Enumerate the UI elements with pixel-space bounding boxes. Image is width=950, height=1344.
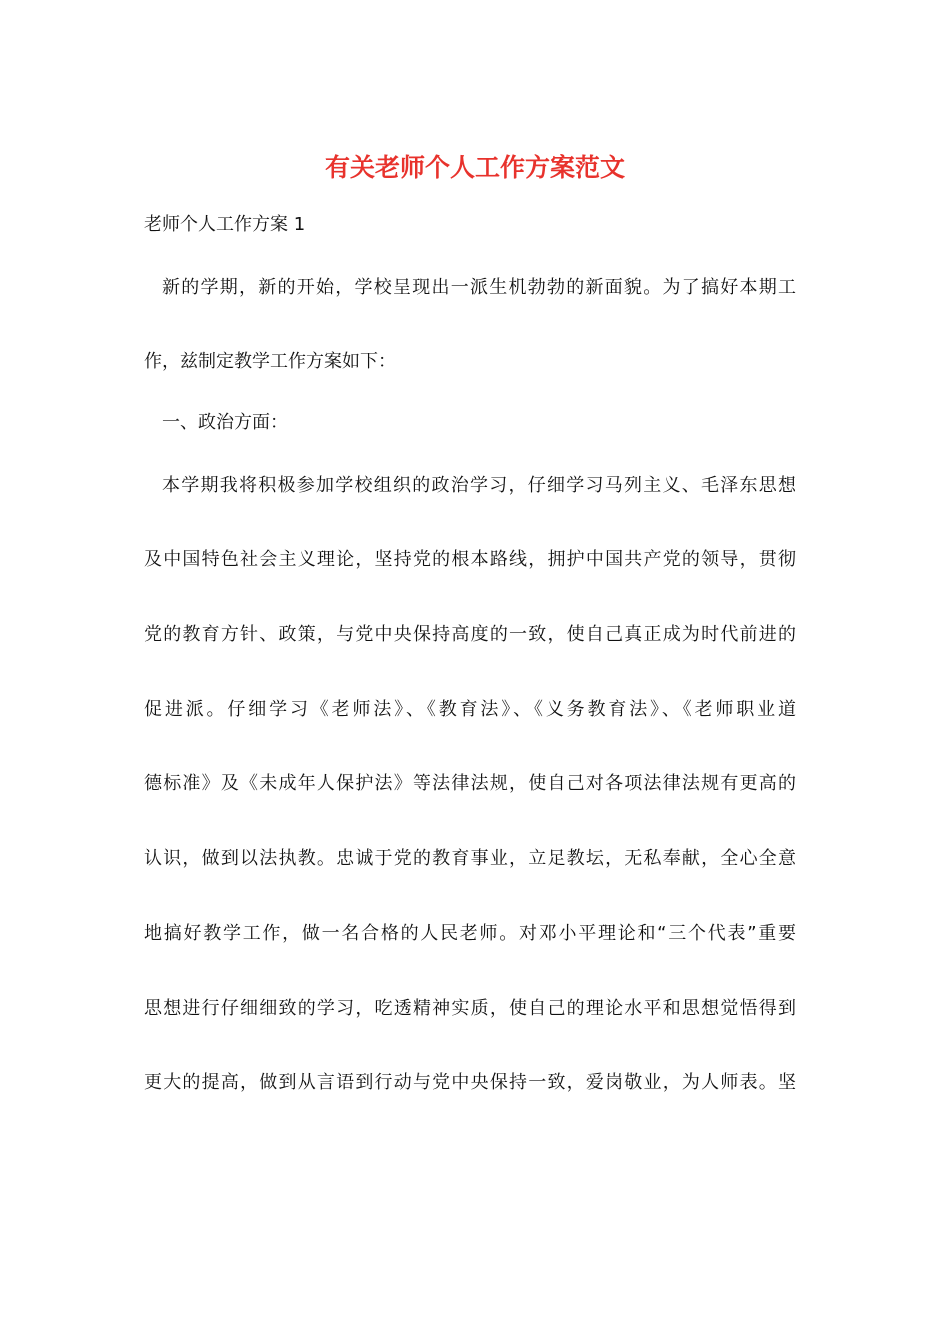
paragraph-line: 思想进行仔细细致的学习，吃透精神实质，使自己的理论水平和思想觉悟得到 xyxy=(144,998,796,1019)
paragraph-line: 作，兹制定教学工作方案如下： xyxy=(144,351,396,372)
paragraph-line: 促进派。仔细学习《老师法》、《教育法》、《义务教育法》、《老师职业道 xyxy=(144,699,796,720)
section-subheading: 一、政治方面： xyxy=(162,412,288,433)
paragraph-line: 本学期我将积极参加学校组织的政治学习，仔细学习马列主义、毛泽东思想 xyxy=(162,475,796,496)
paragraph-line: 及中国特色社会主义理论，坚持党的根本路线，拥护中国共产党的领导，贯彻 xyxy=(144,549,796,570)
paragraph-line: 地搞好教学工作，做一名合格的人民老师。对邓小平理论和“三个代表”重要 xyxy=(144,923,796,944)
paragraph-line: 认识，做到以法执教。忠诚于党的教育事业，立足教坛，无私奉献，全心全意 xyxy=(144,848,796,869)
section-heading: 老师个人工作方案 1 xyxy=(144,214,306,235)
paragraph-line: 新的学期，新的开始，学校呈现出一派生机勃勃的新面貌。为了搞好本期工 xyxy=(162,277,796,298)
paragraph-line: 更大的提高，做到从言语到行动与党中央保持一致，爱岗敬业，为人师表。坚 xyxy=(144,1072,796,1093)
paragraph-line: 党的教育方针、政策，与党中央保持高度的一致，使自己真正成为时代前进的 xyxy=(144,624,796,645)
paragraph-line: 德标准》及《未成年人保护法》等法律法规，使自己对各项法律法规有更高的 xyxy=(144,773,796,794)
document-title: 有关老师个人工作方案范文 xyxy=(324,153,625,182)
